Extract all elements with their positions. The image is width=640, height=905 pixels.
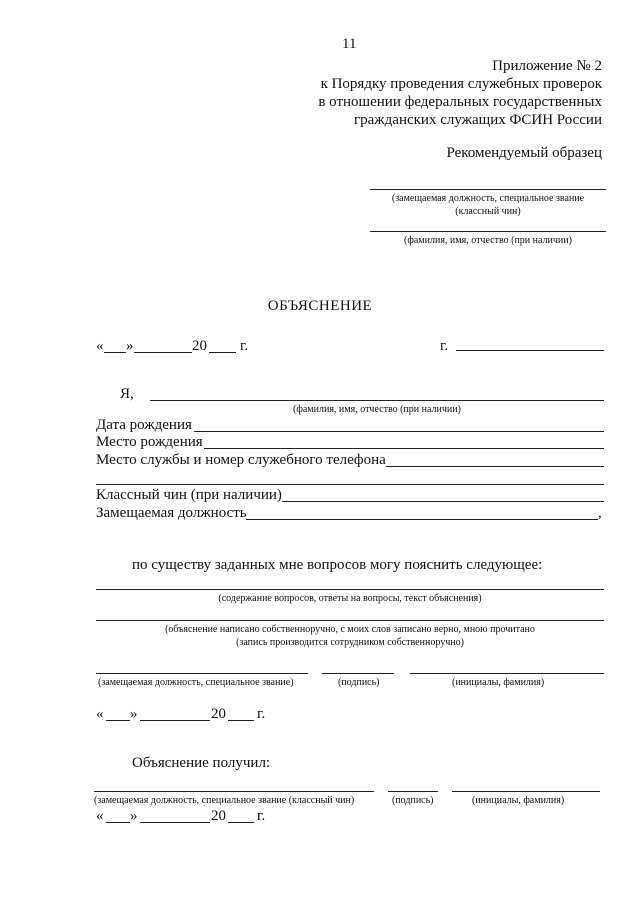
sig1-signature-caption: (подпись) bbox=[338, 677, 380, 688]
document-title: ОБЪЯСНЕНИЕ bbox=[267, 298, 373, 314]
fio-caption: (фамилия, имя, отчество (при наличии) bbox=[404, 235, 572, 246]
class-rank-caption: (классный чин) bbox=[455, 206, 521, 217]
explanation-caption: (содержание вопросов, ответы на вопросы, текст объяснения) bbox=[218, 593, 482, 604]
received-label: Объяснение получил: bbox=[132, 755, 271, 771]
date3-day-line[interactable] bbox=[106, 822, 130, 823]
city-prefix: г. bbox=[440, 338, 449, 354]
handwritten-caption-1: (объяснение написано собственноручно, с моих слов записано верно, мною прочитано bbox=[165, 624, 535, 635]
birth-date-label: Дата рождения bbox=[96, 417, 192, 433]
class-rank-label: Классный чин (при наличии) bbox=[96, 487, 282, 503]
handwritten-input-line[interactable] bbox=[96, 620, 604, 621]
position-label: Замещаемая должность bbox=[96, 505, 247, 521]
date2-year-suffix: г. bbox=[257, 706, 266, 722]
year-suffix: г. bbox=[240, 338, 249, 354]
fio-input-line[interactable] bbox=[370, 231, 606, 232]
birth-place-input-line[interactable] bbox=[204, 448, 604, 449]
position-caption: (замещаемая должность, специальное звание bbox=[391, 193, 585, 204]
recv-position-caption: (замещаемая должность, специальное звание (классный чин) bbox=[94, 795, 355, 806]
service-extra-input-line[interactable] bbox=[96, 484, 604, 485]
birth-place-label: Место рождения bbox=[96, 434, 203, 450]
explanation-intro: по существу заданных мне вопросов могу пояснить следующее: bbox=[132, 557, 543, 573]
sig1-signature-line[interactable] bbox=[322, 673, 394, 674]
sample-label: Рекомендуемый образец bbox=[446, 145, 602, 161]
position-input-line[interactable] bbox=[370, 189, 606, 190]
appendix-line-3: в отношении федеральных государственных bbox=[318, 94, 602, 110]
position-input-line-2[interactable] bbox=[246, 519, 598, 520]
date-quote-close: » bbox=[126, 338, 134, 354]
date2-quote-open: « bbox=[96, 706, 104, 722]
fio-full-input-line[interactable] bbox=[150, 400, 604, 401]
date3-month-line[interactable] bbox=[140, 822, 210, 823]
recv-signature-line[interactable] bbox=[388, 791, 438, 792]
recv-initials-caption: (инициалы, фамилия) bbox=[472, 795, 565, 806]
ya-label: Я, bbox=[120, 386, 134, 402]
service-input-line[interactable] bbox=[386, 466, 604, 467]
appendix-title: Приложение № 2 bbox=[492, 58, 602, 74]
page-number: 11 bbox=[342, 36, 357, 52]
date3-year-prefix: 20 bbox=[211, 808, 226, 824]
date-quote-open: « bbox=[96, 338, 104, 354]
explanation-input-line[interactable] bbox=[96, 589, 604, 590]
handwritten-caption-2: (запись производится сотрудником собственноручно) bbox=[236, 637, 464, 648]
date2-day-line[interactable] bbox=[106, 720, 130, 721]
date3-year-line[interactable] bbox=[228, 822, 254, 823]
position-comma: , bbox=[598, 505, 602, 521]
birth-date-input-line[interactable] bbox=[194, 431, 604, 432]
date2-year-line[interactable] bbox=[228, 720, 254, 721]
recv-position-line[interactable] bbox=[94, 791, 374, 792]
sig1-initials-caption: (инициалы, фамилия) bbox=[452, 677, 545, 688]
service-label: Место службы и номер служебного телефона bbox=[96, 452, 386, 468]
recv-initials-line[interactable] bbox=[452, 791, 600, 792]
fio-full-caption: (фамилия, имя, отчество (при наличии) bbox=[293, 404, 461, 415]
appendix-line-2: к Порядку проведения служебных проверок bbox=[320, 76, 602, 92]
recv-signature-caption: (подпись) bbox=[392, 795, 434, 806]
day-input-line[interactable] bbox=[104, 352, 126, 353]
date2-year-prefix: 20 bbox=[211, 706, 226, 722]
date2-month-line[interactable] bbox=[140, 720, 210, 721]
sig1-position-line[interactable] bbox=[96, 673, 308, 674]
appendix-line-4: гражданских служащих ФСИН России bbox=[354, 112, 602, 128]
year-prefix: 20 bbox=[192, 338, 207, 354]
year-input-line[interactable] bbox=[209, 352, 236, 353]
date3-quote-close: » bbox=[130, 808, 138, 824]
city-input-line[interactable] bbox=[456, 350, 604, 351]
sig1-position-caption: (замещаемая должность, специальное звание) bbox=[98, 677, 294, 688]
date3-year-suffix: г. bbox=[257, 808, 266, 824]
month-input-line[interactable] bbox=[134, 352, 192, 353]
date3-quote-open: « bbox=[96, 808, 104, 824]
class-rank-input-line[interactable] bbox=[282, 501, 604, 502]
sig1-initials-line[interactable] bbox=[410, 673, 604, 674]
date2-quote-close: » bbox=[130, 706, 138, 722]
